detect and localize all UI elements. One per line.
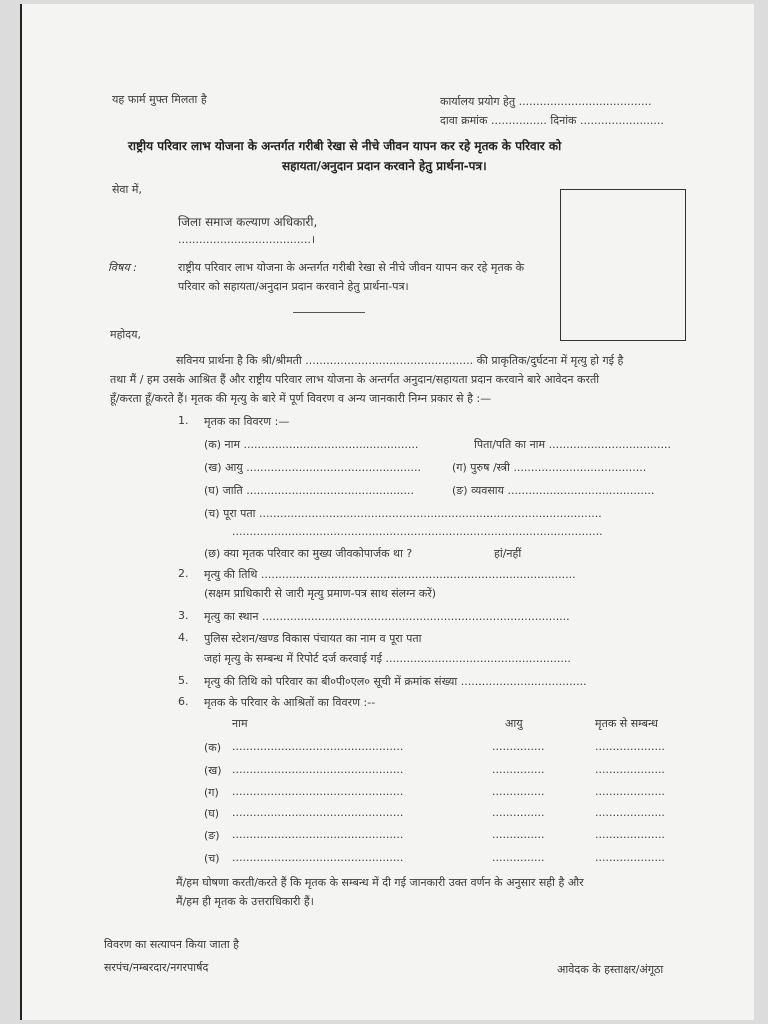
free-form-note: यह फार्म मुफ्त मिलता है [112,93,207,106]
dependent-age-field: ............... [492,828,545,841]
dependent-age-field: ............... [492,806,545,819]
address-place-field: ......................................। [178,233,316,246]
subject-divider [293,312,365,313]
dependent-name-field: ................................................. [232,828,404,841]
dependent-name-field: ................................................. [232,806,404,819]
dependent-relation-field: .................... [595,740,665,753]
body-line3: हूँ/करता हूँ/करते हैं। मृतक की मृत्यु के बारे में पूर्ण विवरण व अन्य जानकारी निम्न प्रकार से है :— [110,392,492,405]
sarpanch-signature-label: सरपंच/नम्बरदार/नगरपार्षद [104,961,209,974]
dependent-row-label: (क) [204,741,222,754]
dependents-label: मृतक के परिवार के आश्रितों का विवरण :-- [204,696,376,709]
item2-number: 2. [178,567,189,580]
form-title-line2: सहायता/अनुदान प्रदान करवाने हेतु प्रार्थना-पत्र। [282,159,487,173]
dependent-relation-field: .................... [595,785,665,798]
death-date-field: मृत्यु की तिथि .......................................................................................... [204,568,576,581]
claim-number-field: दावा क्रमांक ................ दिनांक ........................ [440,114,664,127]
salutation: महोदय, [110,328,141,341]
death-place-field: मृत्यु का स्थान ........................................................................................ [204,610,570,623]
address-officer: जिला समाज कल्याण अधिकारी, [178,215,318,229]
item1-label: मृतक का विवरण :— [204,415,290,428]
declaration-line1: मैं/हम घोषणा करती/करते हैं कि मृतक के सम्बन्ध में दी गई जानकारी उक्त वर्णन के अनुसार सही है और [176,876,584,889]
dependent-name-field: ................................................. [232,763,404,776]
dependents-header-age: आयु [505,717,523,730]
dependent-age-field: ............... [492,851,545,864]
item4-number: 4. [178,631,189,644]
father-husband-name-field: पिता/पति का नाम ................................... [474,438,671,451]
photo-box [560,189,686,341]
dependent-row-label: (ङ) [204,829,220,842]
age-field: (ख) आयु .................................................. [204,461,422,474]
item5-number: 5. [178,674,189,687]
declaration-line2: मैं/हम ही मृतक के उत्तराधिकारी हैं। [176,895,314,908]
dependent-row-label: (च) [204,852,220,865]
dependents-header-relation: मृतक से सम्बन्ध [595,717,658,730]
subject-line1: राष्ट्रीय परिवार लाभ योजना के अन्तर्गत गरीबी रेखा से नीचे जीवन यापन कर रहे मृतक के [178,261,525,274]
dependents-header-name: नाम [232,717,248,730]
report-filed-field: जहां मृत्यु के सम्बन्ध में रिपोर्ट दर्ज करवाई गई ..................................................... [204,652,571,665]
form-title-line1: राष्ट्रीय परिवार लाभ योजना के अन्तर्गत गरीबी रेखा से नीचे जीवन यापन कर रहे मृतक के परिवार को [128,139,562,153]
death-certificate-note: (सक्षम प्राधिकारी से जारी मृत्यु प्रमाण-पत्र साथ संलग्न करें) [204,587,437,600]
dependent-relation-field: .................... [595,806,665,819]
breadwinner-question: (छ) क्या मृतक परिवार का मुख्य जीवकोपार्जक था ? [204,547,413,560]
subject-line2: परिवार को सहायता/अनुदान प्रदान करवाने हेतु प्रार्थना-पत्र। [178,280,409,293]
dependent-row-label: (घ) [204,807,220,820]
dependent-relation-field: .................... [595,851,665,864]
dependent-row-label: (ग) [204,786,219,799]
caste-field: (घ) जाति ................................................ [204,484,415,497]
verification-note: विवरण का सत्यापन किया जाता है [104,938,240,951]
body-line1: सविनय प्रार्थना है कि श्री/श्रीमती ................................................ की प्राकृतिक/दुर्घटना में मृत्यु हो गई है [176,354,624,367]
dependent-age-field: ............... [492,740,545,753]
item6-number: 6. [178,695,189,708]
deceased-name-field: (क) नाम .................................................. [204,438,419,451]
dependent-name-field: ................................................. [232,785,404,798]
occupation-field: (ङ) व्यवसाय .......................................... [452,484,655,497]
applicant-signature-label: आवेदक के हस्ताक्षर/अंगूठा [557,963,664,976]
subject-label: विषय : [108,261,137,274]
dependent-name-field: ................................................. [232,740,404,753]
dependent-relation-field: .................... [595,763,665,776]
dependent-age-field: ............... [492,785,545,798]
item1-number: 1. [178,414,189,427]
full-address-field: (च) पूरा पता .................................................................................................. [204,507,602,520]
body-line2: तथा मैं / हम उसके आश्रित हैं और राष्ट्रीय परिवार लाभ योजना के अन्तर्गत अनुदान/सहायता प्रदान करवाने बारे आवेदन करती [110,373,600,386]
dependent-relation-field: .................... [595,828,665,841]
full-address-field-line2: .......................................................................................................... [232,525,603,538]
bpl-number-field: मृत्यु की तिथि को परिवार का बी०पी०एल० सूची में क्रमांक संख्या .................................... [204,675,587,688]
gender-field: (ग) पुरुष /स्त्री ...................................... [452,461,647,474]
office-use-field: कार्यालय प्रयोग हेतु ...................................... [440,95,652,108]
dependent-name-field: ................................................. [232,851,404,864]
address-to: सेवा में, [112,183,142,196]
police-station-label: पुलिस स्टेशन/खण्ड विकास पंचायत का नाम व पूरा पता [204,632,422,645]
yes-no-option: हां/नहीं [494,547,522,560]
item3-number: 3. [178,609,189,622]
dependent-row-label: (ख) [204,764,222,777]
dependent-age-field: ............... [492,763,545,776]
